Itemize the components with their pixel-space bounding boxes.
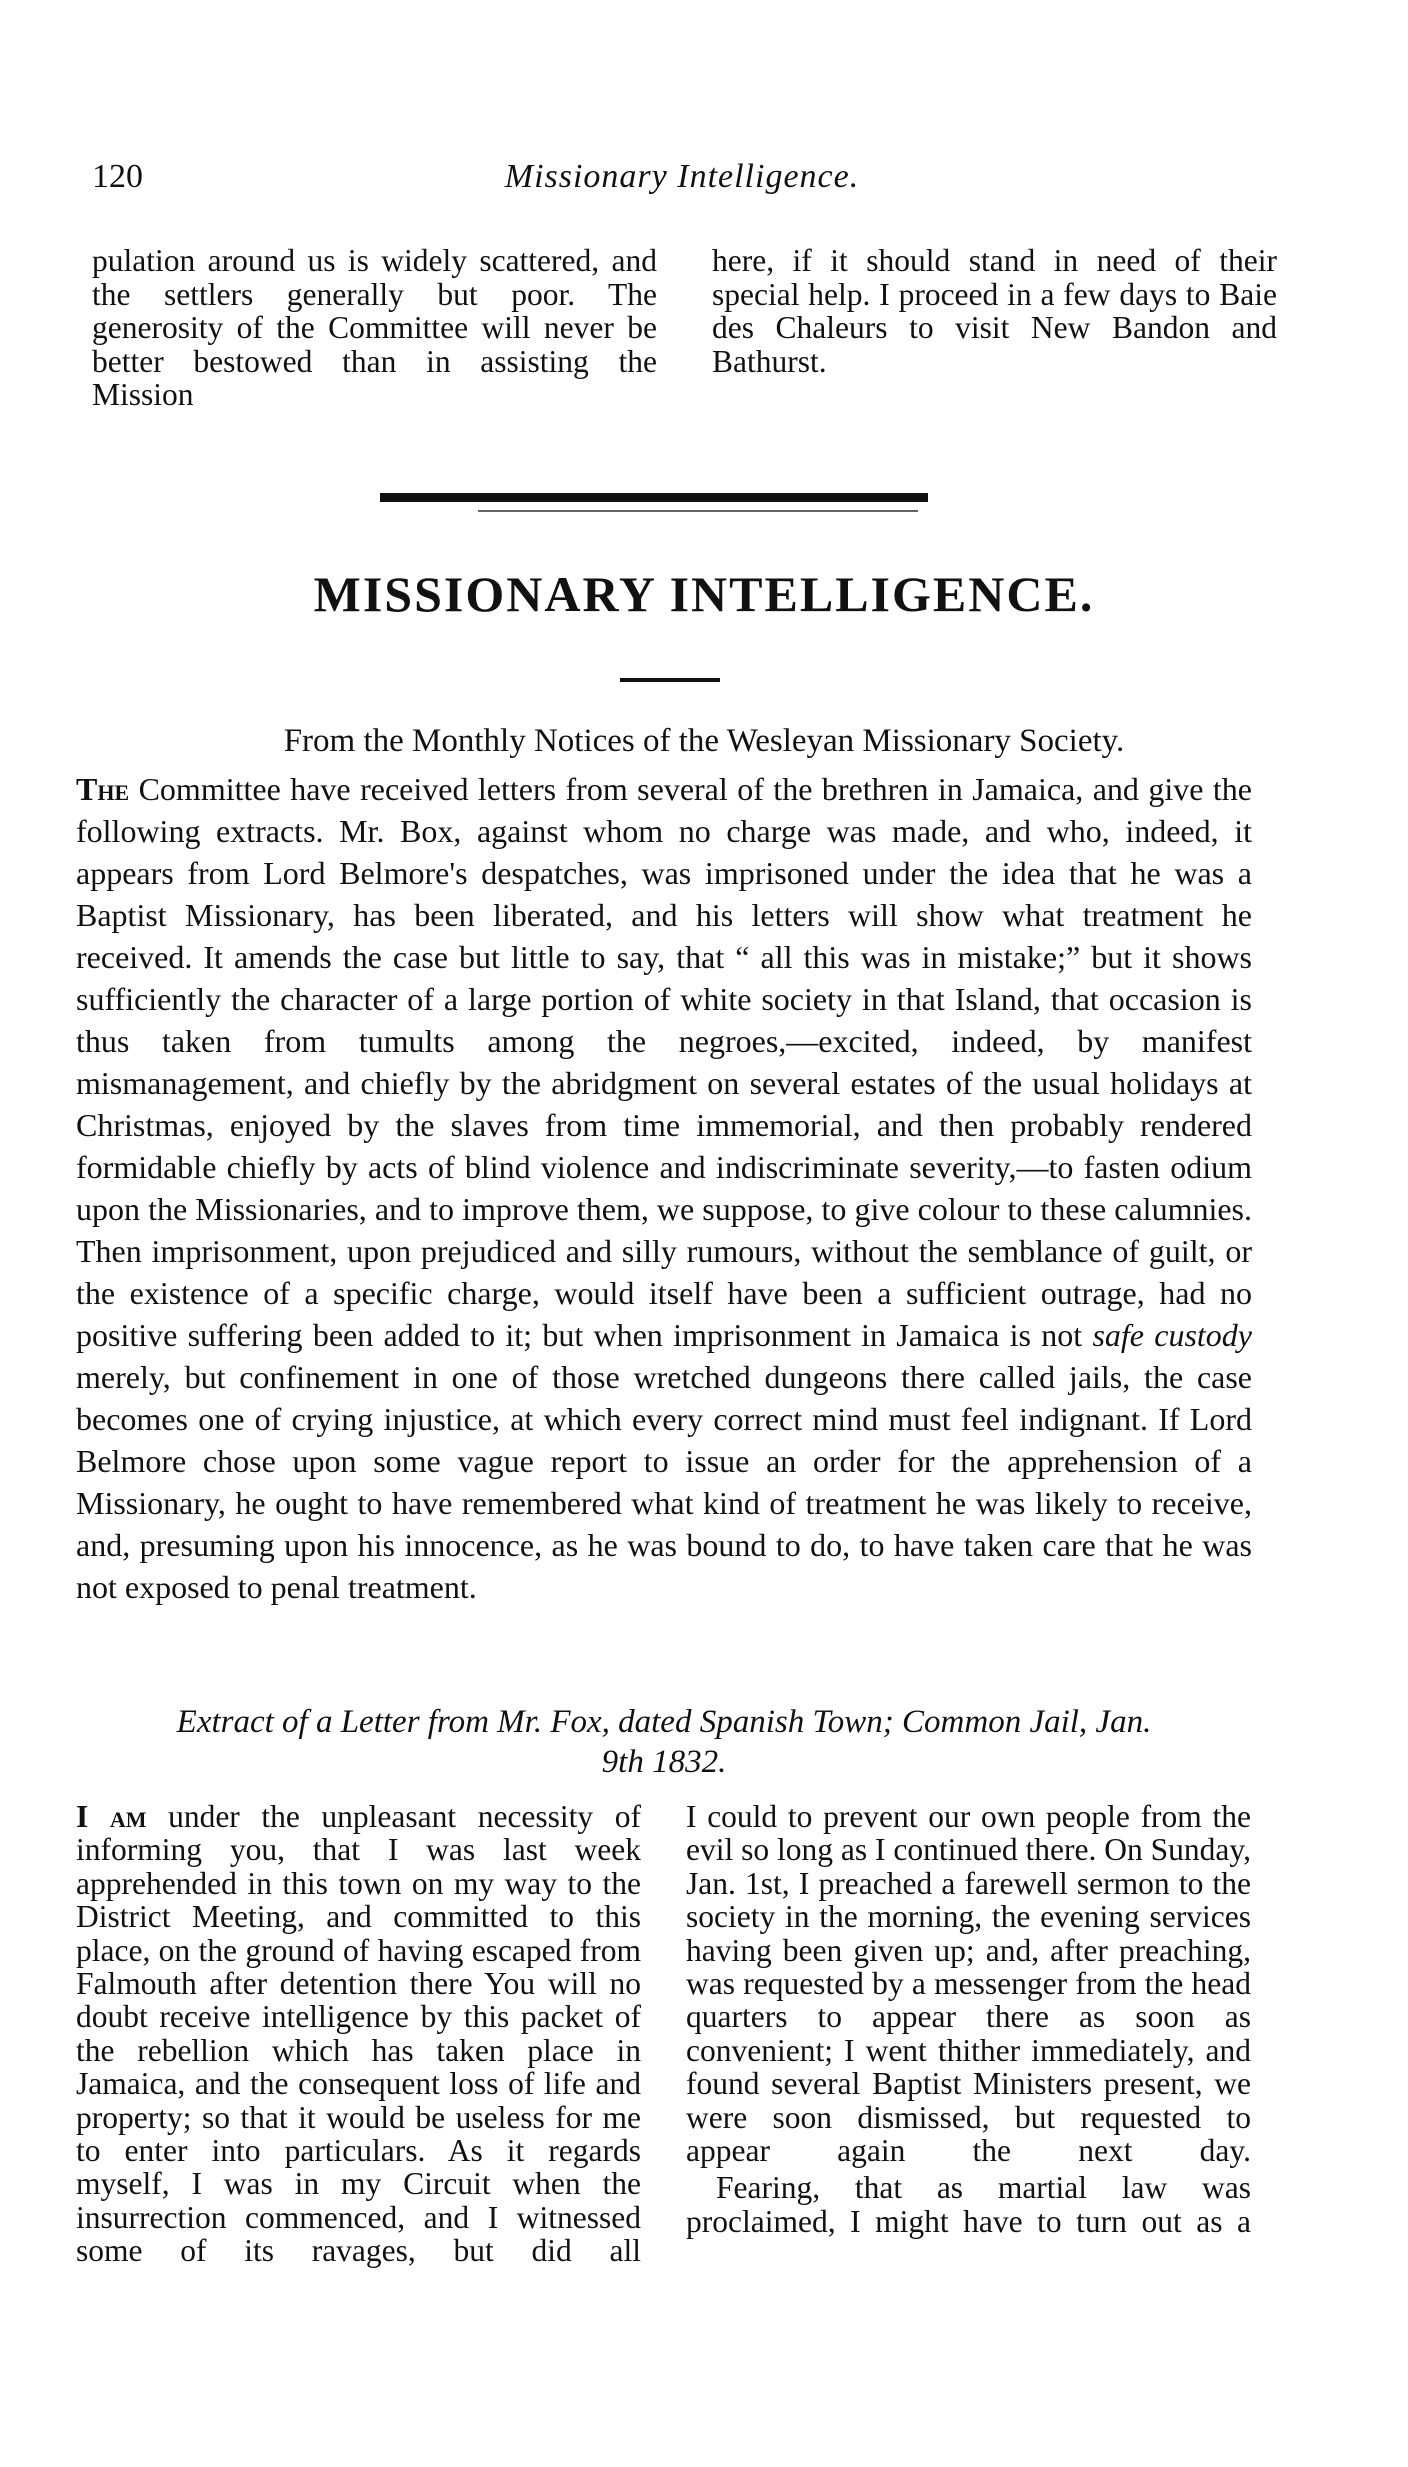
paragraph-text-part2: merely, but confinement in one of those wretched dungeons there called jails, the case becomes one of crying injustice, at which every correct mind must feel indignant. If Lord Belmore chose upon some vague report to issue an order for the apprehension of a Missionary, he ought to have remembered what kind of treatment he was likely to receive, and, presuming upon his innocence, as he was bound to do, to have taken care that he was not exposed to penal treatment.: [76, 1359, 1252, 1605]
source-line: From the Monthly Notices of the Wesleyan Missionary Society.: [283, 723, 1125, 759]
letter-right-paragraph-1: I could to prevent our own people from the evil so long as I continued there. On Sunday, Jan. 1st, I preached a farewell sermon to the society in the morning, the evening services having been given up; and, after preaching, was requested by a messenger from the head quarters to appear there as soon as convenient; I went thither immediately, and found several Baptist Ministers present, we were soon dismissed, but requested to appear again the next day.: [686, 1799, 1251, 2169]
page-number: 120: [92, 158, 143, 195]
continued-text-left-column: [92, 244, 657, 412]
extract-title: [76, 1702, 1252, 1782]
letter-lead: I am: [76, 1799, 147, 1834]
letter-left-paragraph: [76, 1800, 641, 2268]
page-header: [92, 158, 1272, 208]
paragraph-text-part1: Committee have received letters from several of the brethren in Jamaica, and give the following extracts. Mr. Box, against whom no charge was made, and who, indeed, it appears from Lord Belmore's despatches, was imprisoned under the idea that he was a Baptist Missionary, has been liberated, and his letters will show what treatment he received. It amends the case but little to say, that “ all this was in mistake;” but it shows sufficiently the character of a large portion of white society in that Island, that occasion is thus taken from tumults among the negroes,—excited, indeed, by manifest mismanagement, and chiefly by the abridgment on several estates of the usual holidays at Christmas, enjoyed by the slaves from time immemorial, and then probably rendered formidable chiefly by acts of blind violence and indiscriminate severity,—to fasten odium upon the Missionaries, and to improve them, we suppose, to give colour to these calumnies. Then imprisonment, upon prejudiced and silly rumours, without the semblance of guilt, or the existence of a specific charge, would itself have been a sufficient outrage, had no positive suffering been added to it; but when imprisonment in Jamaica is not: [76, 771, 1252, 1353]
section-divider-thick: [380, 493, 928, 502]
main-paragraph: [76, 768, 1252, 1608]
letter-left-column: [76, 1800, 641, 2268]
section-title: MISSIONARY INTELLIGENCE.: [313, 566, 1095, 622]
continued-text-right-column: [712, 244, 1277, 412]
paragraph-lead: The: [76, 771, 130, 807]
letter-left-text: under the unpleasant necessity of informing you, that I was last week apprehended in this town on my way to the District Meeting, and committed to this place, on the ground of having escaped from Falmouth after detention there You will no doubt receive intelligence by this packet of the rebellion which has taken place in Jamaica, and the consequent loss of life and property; so that it would be useless for me to enter into particulars. As it regards myself, I was in my Circuit when the insurrection commenced, and I witnessed some of its ravages, but did all: [76, 1799, 641, 2269]
paragraph-emphasis: safe custody: [1092, 1317, 1253, 1353]
letter-columns: [76, 1800, 1256, 2268]
title-underline: [620, 678, 720, 682]
extract-title-line1: Extract of a Letter from Mr. Fox, dated Spanish Town; Common Jail, Jan.: [176, 1704, 1152, 1740]
continued-text-left: pulation around us is widely scattered, and the settlers generally but poor. The generosity of the Committee will never be better bestowed than in assisting the Mission: [92, 243, 657, 412]
running-title: Missionary Intelligence.: [504, 158, 860, 195]
continued-text-columns: [92, 244, 1277, 412]
letter-right-column: [686, 1800, 1251, 2268]
extract-title-line2: 9th 1832.: [601, 1744, 727, 1780]
letter-right-paragraph-2: Fearing, that as martial law was proclaimed, I might have to turn out as a: [686, 2170, 1251, 2239]
continued-text-right: here, if it should stand in need of their special help. I proceed in a few days to Baie des Chaleurs to visit New Bandon and Bathurst.: [712, 243, 1277, 379]
section-divider-thin: [478, 510, 918, 512]
